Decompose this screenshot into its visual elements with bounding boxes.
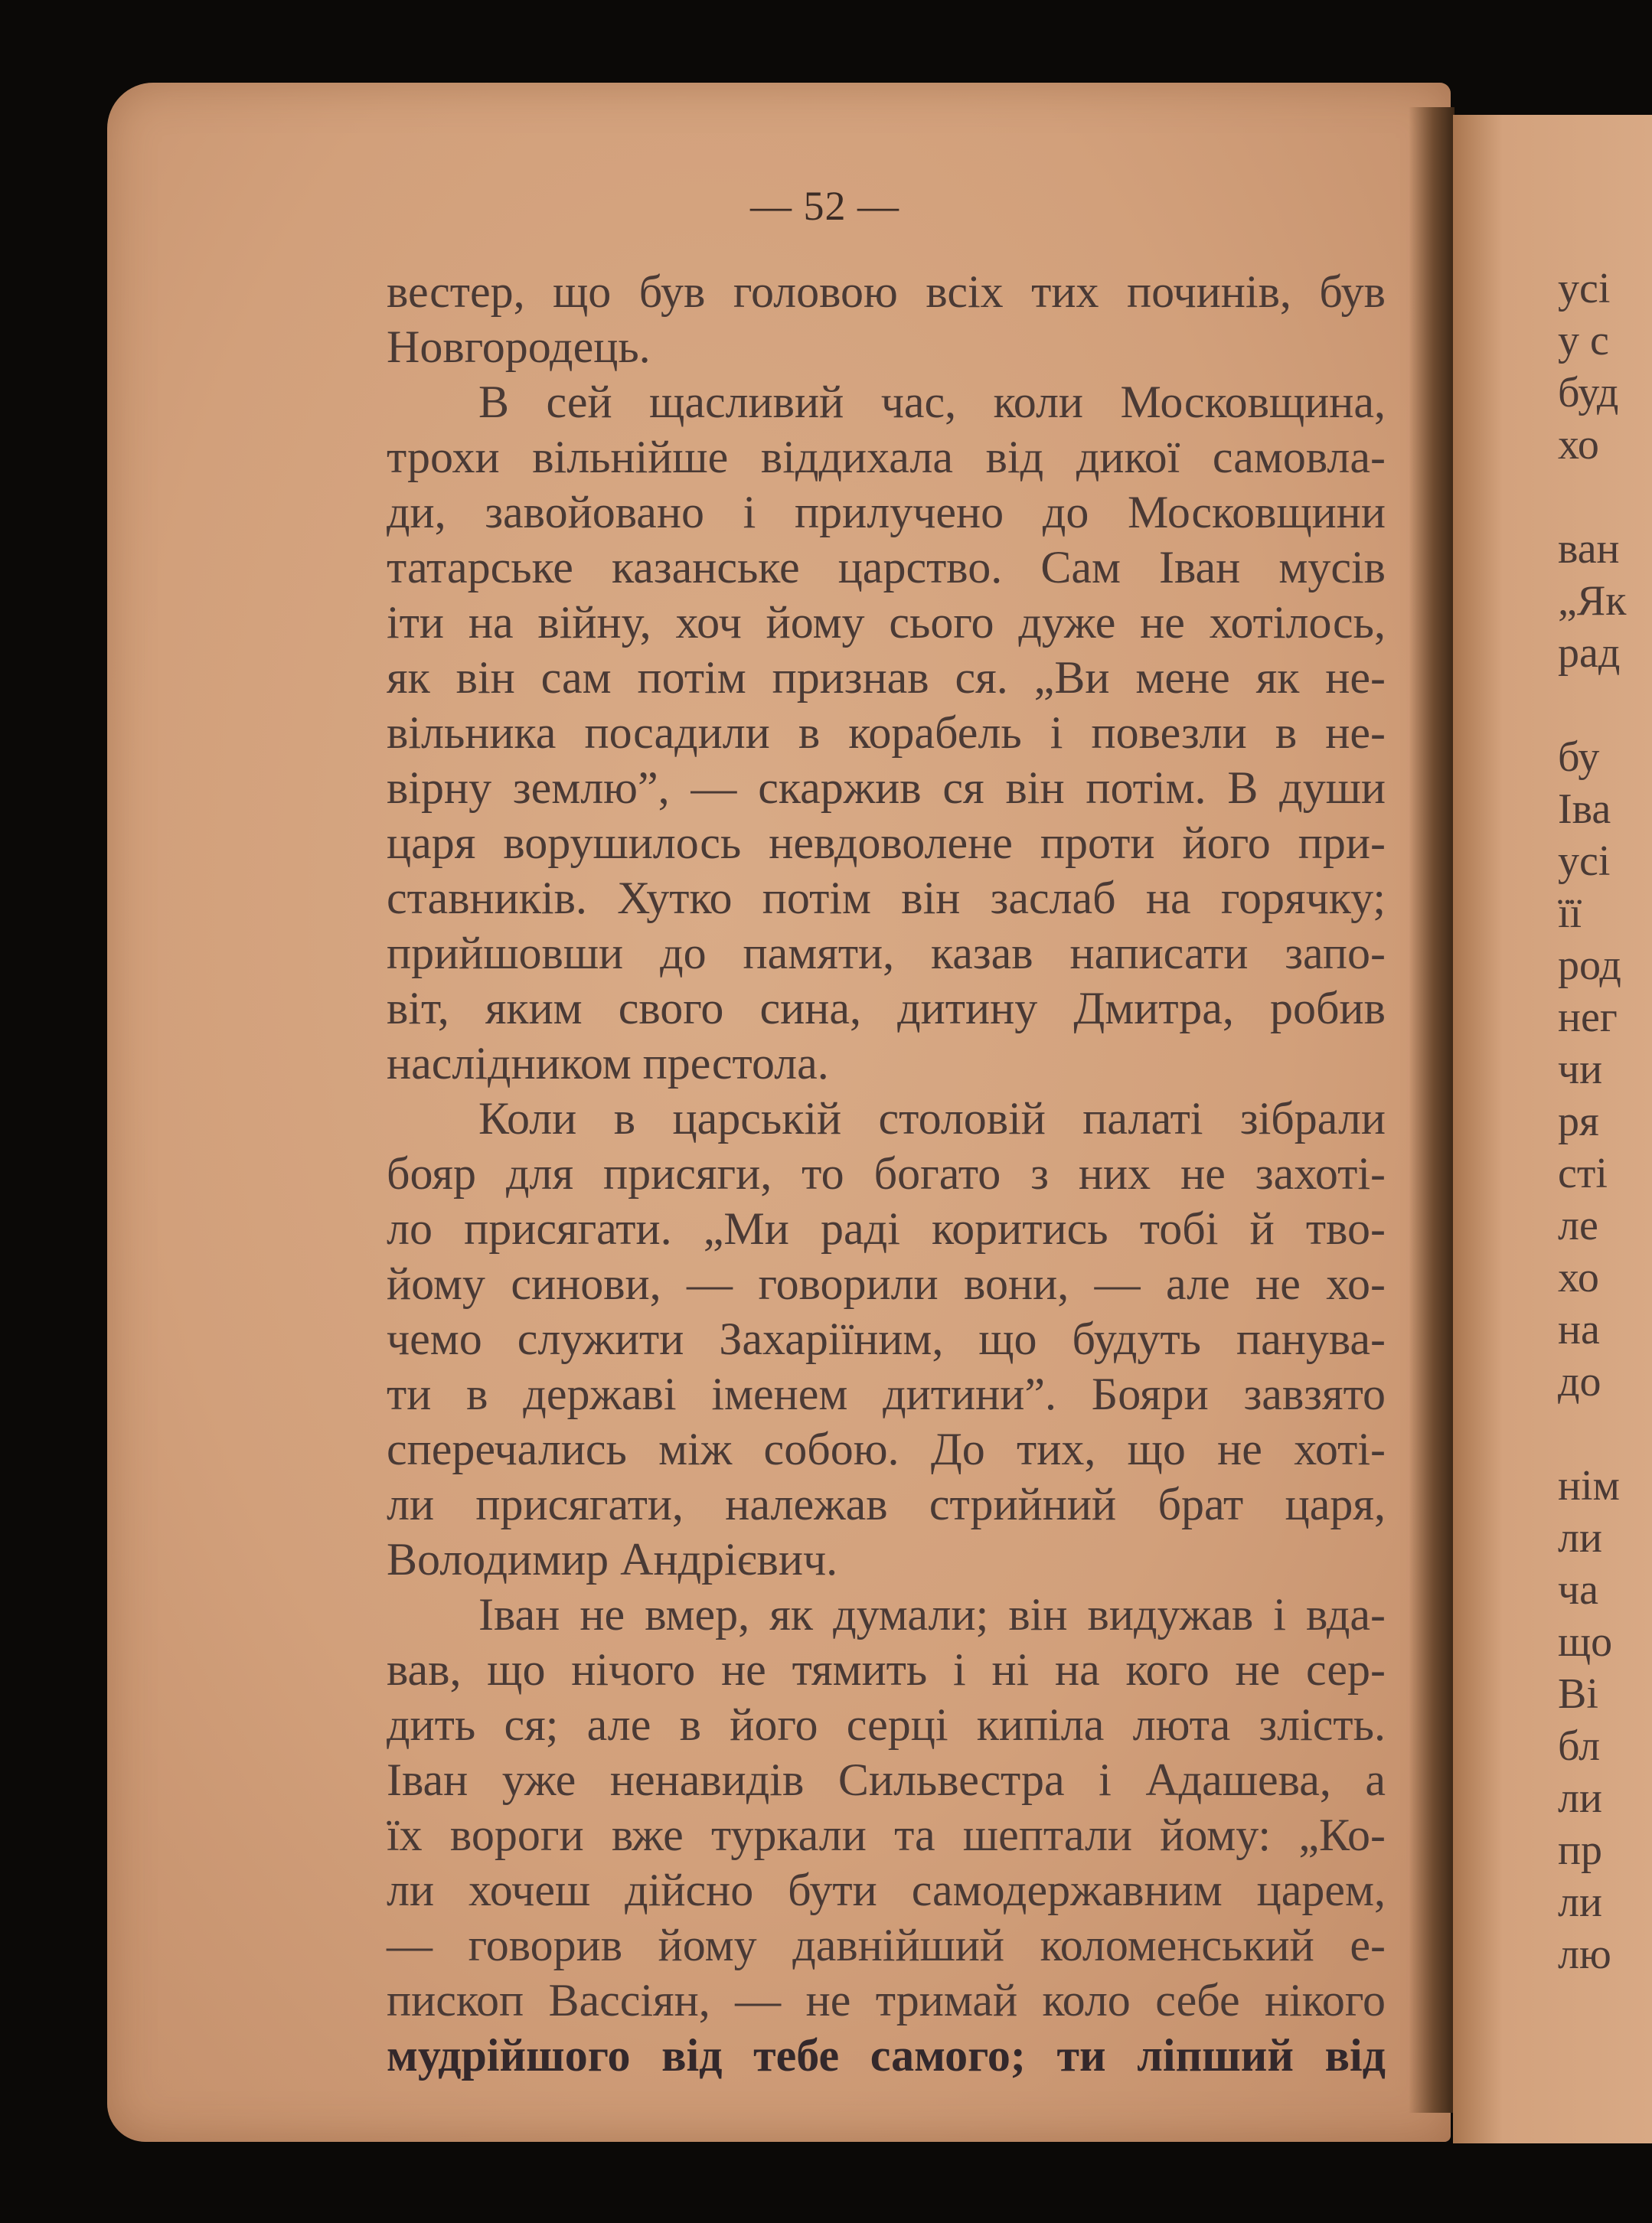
text-line: ло присягати. „Ми раді коритись тобі й тво- [387,1203,1386,1254]
text-line: ти в державі іменем дитини”. Бояри завзято [387,1369,1386,1419]
right-page-fragment: хо [1558,421,1599,468]
text-line: Новгородець. [387,322,651,372]
text-line: віт, яким свого сина, дитину Дмитра, робив [387,983,1386,1033]
body-text [387,264,1386,2083]
right-page-fragment: буд [1558,369,1619,416]
text-line: татарське казанське царство. Сам Іван мусів [387,542,1386,592]
text-line: ди, завойовано і прилучено до Московщини [387,487,1386,537]
text-line: Іван уже ненавидів Сильвестра і Адашева, а [387,1755,1386,1805]
right-page-fragment: хо [1558,1254,1599,1301]
right-page-fragment: ря [1558,1098,1599,1145]
text-line: чемо служити Захаріїним, що будуть панува- [387,1314,1386,1364]
right-page-fragment: ле [1558,1202,1598,1249]
right-page-fragment: сті [1558,1150,1608,1197]
right-page-fragment: Іва [1558,785,1611,833]
right-page-fragment: „Як [1558,577,1627,625]
text-line: В сей щасливий час, коли Московщина, [478,377,1386,427]
right-page-text-fragments [1558,264,1627,2117]
right-page-fragment: усі [1558,837,1611,885]
right-page-fragment: ли [1558,1879,1602,1926]
text-line: бояр для присяги, то богато з них не захоті- [387,1148,1386,1199]
right-page-fragment: чи [1558,1046,1603,1093]
text-line: ли хочеш дійсно бути самодержавним царем, [387,1865,1386,1915]
text-line: трохи вільнійше віддихала від дикої самовла- [387,432,1386,482]
right-page-fragment: Ві [1558,1670,1598,1718]
page-number: — 52 — [750,183,899,229]
right-page-fragment: лю [1558,1931,1611,1978]
text-line: вестер, що був головою всіх тих починів, був [387,266,1386,317]
text-line: Володимир Андрієвич. [387,1534,838,1585]
text-line: сперечались між собою. До тих, що не хоті- [387,1424,1386,1474]
right-page-fragment: усі [1558,265,1611,312]
right-page-fragment: рад [1558,629,1621,677]
right-page-fragment: бл [1558,1722,1601,1770]
right-page-fragment: нег [1558,994,1618,1041]
text-line: мудрійшого від тебе самого; ти ліпший від [387,2030,1386,2081]
right-page-fragment: що [1558,1618,1613,1666]
text-line: царя ворушилось невдоволене проти його при- [387,818,1386,868]
right-page-fragment: ли [1558,1514,1602,1562]
text-line: пископ Вассіян, — не тримай коло себе нікого [387,1975,1386,2026]
right-book-page [1453,115,1652,2143]
right-page-fragment: пр [1558,1826,1602,1874]
text-line: ставників. Хутко потім він заслаб на горячку; [387,873,1386,923]
text-line: дить ся; але в його серці кипіла люта злість. [387,1699,1386,1750]
text-line: Іван не вмер, як думали; він видужав і вда- [478,1589,1386,1640]
right-page-fragment: ли [1558,1774,1602,1822]
text-line: як він сам потім признав ся. „Ви мене як не- [387,652,1386,703]
text-line: їх вороги вже туркали та шептали йому: „Ко- [387,1810,1386,1860]
text-line: вав, що нічого не тямить і ні на кого не сер- [387,1644,1386,1695]
text-line: наслідником престола. [387,1038,829,1089]
right-page-fragment: ван [1558,525,1620,573]
right-page-fragment: у с [1558,317,1609,364]
right-page-fragment: її [1558,890,1582,937]
right-page-fragment: бу [1558,733,1600,781]
text-line: іти на війну, хоч йому сього дуже не хотілось, [387,597,1386,648]
text-line: — говорив йому давнійший коломенський е- [387,1920,1386,1970]
text-line: вільника посадили в корабель і повезли в не- [387,707,1386,758]
text-line: ли присягати, належав стрийний брат царя, [387,1479,1386,1529]
text-line: вірну землю”, — скаржив ся він потім. В души [387,762,1386,813]
text-line: Коли в царській столовій палаті зібрали [478,1093,1386,1144]
book-spine-shadow [1409,107,1454,2113]
right-page-fragment: на [1558,1306,1600,1353]
right-page-fragment: до [1558,1358,1601,1405]
right-page-fragment: нім [1558,1462,1620,1510]
text-line: прийшовши до памяти, казав написати запо- [387,928,1386,978]
right-page-fragment: род [1558,942,1621,989]
right-page-fragment: ча [1558,1566,1599,1614]
text-line: йому синови, — говорили вони, — але не хо- [387,1258,1386,1309]
